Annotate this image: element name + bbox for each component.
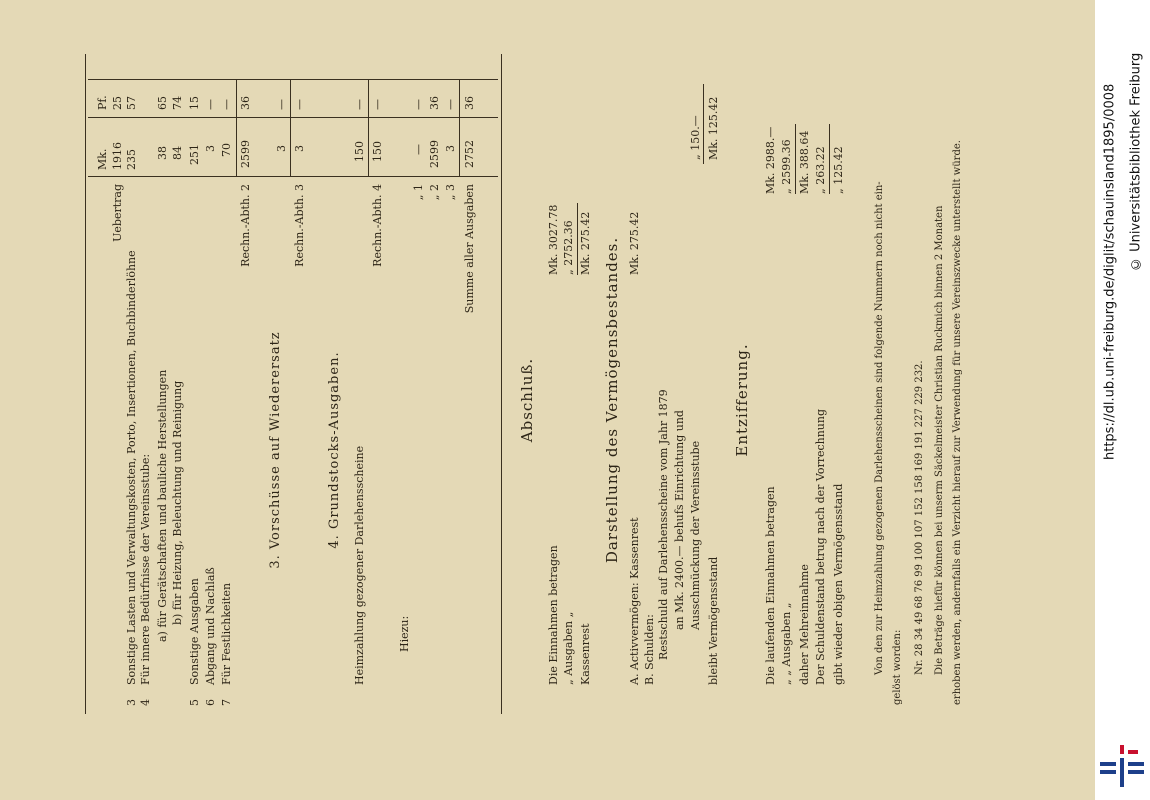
vermoegen-b-value: „ 150.— [689,115,702,160]
section-3-value-mk: 3 [275,145,288,152]
hiezu-row-2-pf: 36 [428,96,441,110]
entzifferung-row-2-value: „ 2599.36 [780,139,793,194]
row-uebertrag-mk: 1916 [111,142,124,170]
footer-line-5: erhoben werden, andernfalls ein Verzicht hierauf zur Verwendung für unsere Vereinszwecke unterstellt würde. [952,140,963,705]
hiezu-label: Hiezu: [398,615,411,652]
abschluss-row-1-label: Die Einnahmen betragen [547,545,560,685]
total-label: Summe aller Ausgaben [463,184,476,314]
row-5-mk: 251 [188,144,201,165]
row-4-num: 4 [139,699,152,706]
sum-4-label: Rechn.-Abth. 4 [371,184,384,267]
row-3-pf: 57 [125,96,138,110]
entzifferung-row-1-value: Mk. 2988.— [764,126,777,194]
vermoegen-rest-value: Mk. 125.42 [707,96,720,160]
row-uebertrag-label: Uebertrag [111,184,124,242]
footer-line-1: Von den zur Heimzahlung gezogenen Darlehensscheinen sind folgende Nummern noch nicht ein- [874,181,885,675]
section-4-row-pf: — [353,99,366,110]
row-6-label: Abgang und Nachlaß [204,567,217,685]
row-5-num: 5 [188,699,201,706]
sum-3-rule [290,80,291,177]
section-4-row-label: Heimzahlung gezogener Darlehensscheine [353,445,366,685]
vermoegen-b-line2: an Mk. 2400.— behufs Einrichtung und [673,410,686,630]
sum-2-rule [236,80,237,177]
row-6-num: 6 [204,699,217,706]
row-5-pf: 15 [188,96,201,110]
copyright-notice: © Universitätsbibliothek Freiburg [1128,52,1144,272]
table-top-rule [85,54,86,714]
sum-2-pf: 36 [239,96,252,110]
total-mk: 2752 [463,140,476,168]
abschluss-row-3-value: Mk. 275.42 [579,211,592,275]
abschluss-row-3-label: Kassenrest [579,623,592,685]
row-5-label: Sonstige Ausgaben [188,578,201,685]
row-uebertrag-pf: 25 [111,96,124,110]
abschluss-row-2-label: „ Ausgaben „ [562,611,575,685]
row-6-mk: 3 [204,145,217,152]
row-7-label: Für Festlichkeiten [220,582,233,685]
abschluss-rule [577,203,578,275]
hiezu-row-1-pf: — [412,99,425,110]
entzifferung-title: Entzifferung. [733,343,751,457]
hiezu-row-3-pf: — [444,99,457,110]
sum-2-label: Rechn.-Abth. 2 [239,184,252,267]
row-3-num: 3 [125,699,138,706]
total-rule [459,80,460,177]
entzifferung-row-4-label: Der Schuldenstand betrug nach der Vorrechnung [814,408,827,685]
entzifferung-rule-2 [829,124,830,194]
header-mk: Mk. [96,148,109,170]
header-pf: Pf. [96,95,109,110]
ub-freiburg-logo-icon [1100,745,1144,787]
sum-4-pf: — [371,99,384,110]
mk-column-divider [88,176,498,177]
entzifferung-row-3-label: daher Mehreinnahme [798,564,811,685]
vermoegen-b-label: B. Schulden: [643,614,656,685]
pf-column-right-rule [88,79,498,80]
sum-4-mk: 150 [371,141,384,162]
row-4b-label: b) für Heizung, Beleuchtung und Reinigung [171,380,184,625]
vermoegen-b-line3: Ausschmückung der Vereinsstube [689,440,702,630]
sum-4-rule [368,80,369,177]
hiezu-row-3-mk: 3 [444,145,457,152]
total-pf: 36 [463,96,476,110]
hiezu-row-1-mk: — [412,144,425,155]
sum-3-label: Rechn.-Abth. 3 [293,184,306,267]
row-6-pf: — [204,99,217,110]
footer-line-4: Die Beträge hiefür können bei unserm Säckelmeister Christian Ruckmich binnen 2 Monaten [934,205,945,675]
row-4-label: Für innere Bedürfnisse der Vereinsstube: [139,453,152,685]
permalink-url[interactable]: https://dl.ub.uni-freiburg.de/diglit/schauinsland1895/0008 [1102,83,1118,461]
section-3-value-pf: — [275,99,288,110]
footer-line-3: Nr. 28 34 49 68 76 99 100 107 152 158 169 191 227 229 232. [914,360,925,675]
abschluss-row-1-value: Mk. 3027.78 [547,204,560,275]
entzifferung-row-5-label: gibt wieder obigen Vermögensstand [832,483,845,685]
row-7-pf: — [220,99,233,110]
abschluss-title: Abschluß. [518,357,536,443]
entzifferung-row-4-value: „ 263.22 [814,146,827,194]
row-7-mk: 70 [220,143,233,157]
section-3-title: 3. Vorschüsse auf Wiederersatz [268,331,283,569]
row-3-mk: 235 [125,149,138,170]
table-bottom-rule [501,54,502,714]
sum-2-mk: 2599 [239,140,252,168]
hiezu-row-2-label: „ 2 [428,184,441,201]
pf-column-divider [88,117,498,118]
row-4a-pf: 65 [156,96,169,110]
vermoegen-rule [703,84,704,164]
row-4a-label: a) für Gerätschaften und bauliche Herstellungen [156,369,169,642]
hiezu-row-3-label: „ 3 [444,184,457,201]
section-4-row-mk: 150 [353,141,366,162]
vermoegen-rest-label: bleibt Vermögensstand [707,556,720,685]
section-4-title: 4. Grundstocks-Ausgaben. [327,351,342,549]
entzifferung-rule-1 [795,124,796,194]
row-4b-pf: 74 [171,96,184,110]
vermoegen-a-label: A. Activvermögen: Kassenrest [628,517,641,685]
footer-line-2: gelöst worden: [892,629,903,705]
abschluss-row-2-value: „ 2752.36 [562,220,575,275]
vermoegen-a-value: Mk. 275.42 [628,211,641,275]
row-4b-mk: 84 [171,146,184,160]
entzifferung-row-2-label: „ „ Ausgaben „ [780,602,793,685]
row-7-num: 7 [220,699,233,706]
entzifferung-row-1-label: Die laufenden Einnahmen betragen [764,486,777,685]
vermoegen-title: Darstellung des Vermögensbestandes. [603,236,621,564]
entzifferung-row-3-value: Mk. 388.64 [798,130,811,194]
sum-3-mk: 3 [293,145,306,152]
sum-3-pf: — [293,99,306,110]
vermoegen-b-line1: Restschuld auf Darlehensscheine vom Jahr 1879 [657,389,670,660]
hiezu-row-1-label: „ 1 [412,184,425,201]
row-3-label: Sonstige Lasten und Verwaltungskosten, Porto, Insertionen, Buchbinderlöhne [125,250,138,685]
hiezu-row-2-mk: 2599 [428,140,441,168]
entzifferung-row-5-value: „ 125.42 [832,146,845,194]
row-4a-mk: 38 [156,146,169,160]
